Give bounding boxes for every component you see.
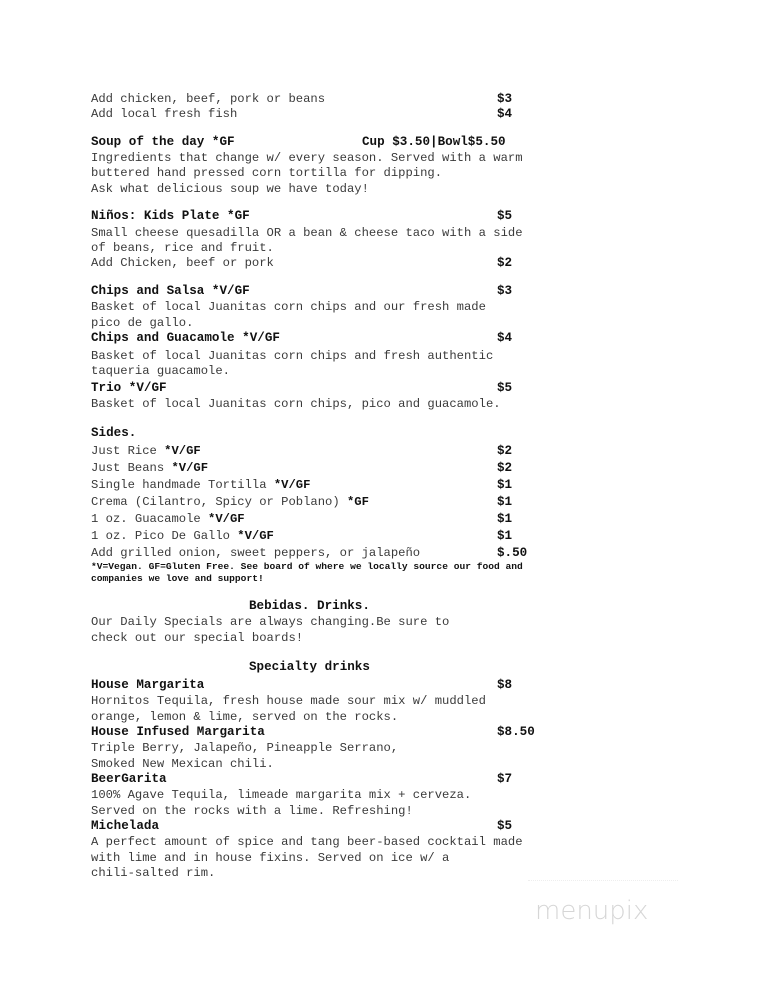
item-title: Chips and Salsa *V/GF xyxy=(91,284,250,298)
side-item xyxy=(91,494,369,510)
side-tag: *GF xyxy=(346,495,369,509)
item-desc: buttered hand pressed corn tortilla for dipping. xyxy=(91,166,443,180)
item-desc: of beans, rice and fruit. xyxy=(91,241,274,255)
side-price: $2 xyxy=(497,444,513,458)
item-desc: Basket of local Juanitas corn chips and our fresh made xyxy=(91,300,486,314)
section-desc: Our Daily Specials are always changing.Be sure to xyxy=(91,615,450,629)
section-title: Sides. xyxy=(91,426,137,440)
item-title: Chips and Guacamole *V/GF xyxy=(91,331,280,345)
side-item xyxy=(91,511,245,527)
watermark-dots xyxy=(528,880,678,887)
drink-desc: chili-salted rim. xyxy=(91,866,216,880)
item-desc: taqueria guacamole. xyxy=(91,364,230,378)
item-price: $5 xyxy=(497,381,513,395)
drink-desc: Triple Berry, Jalapeño, Pineapple Serrano, xyxy=(91,741,399,755)
item-desc: Basket of local Juanitas corn chips, pico and guacamole. xyxy=(91,397,501,411)
side-name: Add grilled onion, sweet peppers, or jalapeño xyxy=(91,546,421,560)
drink-price: $5 xyxy=(497,819,513,833)
drink-desc: A perfect amount of spice and tang beer-based cocktail made xyxy=(91,835,523,849)
item-desc: pico de gallo. xyxy=(91,316,194,330)
addon-price: $2 xyxy=(497,256,513,270)
side-name: Single handmade Tortilla xyxy=(91,478,274,492)
footnote: *V=Vegan. GF=Gluten Free. See board of where we locally source our food and xyxy=(91,561,523,572)
side-price: $.50 xyxy=(497,546,528,560)
addon-price: $4 xyxy=(497,107,513,121)
drink-title: Michelada xyxy=(91,819,160,833)
addon-label: Add Chicken, beef or pork xyxy=(91,256,274,270)
item-title: Niños: Kids Plate *GF xyxy=(91,209,250,223)
drink-title: BeerGarita xyxy=(91,772,167,786)
addon-label: Add local fresh fish xyxy=(91,107,238,121)
drink-price: $8.50 xyxy=(497,725,535,739)
side-name: 1 oz. Guacamole xyxy=(91,512,209,526)
side-item xyxy=(91,477,310,493)
addon-price: $3 xyxy=(497,92,513,106)
side-item xyxy=(91,528,274,544)
side-name: Crema (Cilantro, Spicy or Poblano) xyxy=(91,495,347,509)
side-name: 1 oz. Pico De Gallo xyxy=(91,529,238,543)
addon-label: Add chicken, beef, pork or beans xyxy=(91,92,326,106)
side-price: $1 xyxy=(497,478,513,492)
section-title: Specialty drinks xyxy=(249,660,370,674)
footnote: companies we love and support! xyxy=(91,573,264,584)
side-tag: *V/GF xyxy=(273,478,311,492)
side-price: $1 xyxy=(497,495,513,509)
side-item xyxy=(91,443,201,459)
drink-price: $8 xyxy=(497,678,513,692)
side-tag: *V/GF xyxy=(171,461,209,475)
item-desc: Ask what delicious soup we have today! xyxy=(91,182,369,196)
item-price: Cup $3.50|Bowl$5.50 xyxy=(362,135,506,149)
item-price: $5 xyxy=(497,209,513,223)
drink-desc: Smoked New Mexican chili. xyxy=(91,756,274,771)
item-desc: Small cheese quesadilla OR a bean & cheese taco with a side xyxy=(91,226,523,240)
drink-title: House Margarita xyxy=(91,678,205,692)
item-desc: Basket of local Juanitas corn chips and fresh authentic xyxy=(91,349,494,363)
section-desc: check out our special boards! xyxy=(91,631,304,645)
item-price: $3 xyxy=(497,284,513,298)
watermark-logo: menupix xyxy=(535,896,649,926)
item-price: $4 xyxy=(497,331,513,345)
side-price: $1 xyxy=(497,512,513,526)
side-name: Just Beans xyxy=(91,461,172,475)
side-item xyxy=(91,460,208,476)
item-title: Soup of the day *GF xyxy=(91,135,235,149)
side-name: Just Rice xyxy=(91,444,165,458)
side-price: $1 xyxy=(497,529,513,543)
item-desc: Ingredients that change w/ every season. Served with a warm xyxy=(91,151,523,165)
drink-desc: 100% Agave Tequila, limeade margarita mix + cerveza. xyxy=(91,788,472,802)
side-price: $2 xyxy=(497,461,513,475)
section-title: Bebidas. Drinks. xyxy=(249,599,370,613)
drink-desc: Served on the rocks with a lime. Refreshing! xyxy=(91,803,413,818)
drink-desc: with lime and in house fixins. Served on ice w/ a xyxy=(91,850,450,865)
drink-desc: orange, lemon & lime, served on the rocks. xyxy=(91,709,399,724)
drink-desc: Hornitos Tequila, fresh house made sour mix w/ muddled xyxy=(91,694,486,708)
side-tag: *V/GF xyxy=(164,444,201,458)
drink-title: House Infused Margarita xyxy=(91,725,265,739)
side-tag: *V/GF xyxy=(208,512,245,526)
item-title: Trio *V/GF xyxy=(91,381,167,395)
side-item xyxy=(91,545,420,561)
drink-price: $7 xyxy=(497,772,513,786)
side-tag: *V/GF xyxy=(237,529,274,543)
